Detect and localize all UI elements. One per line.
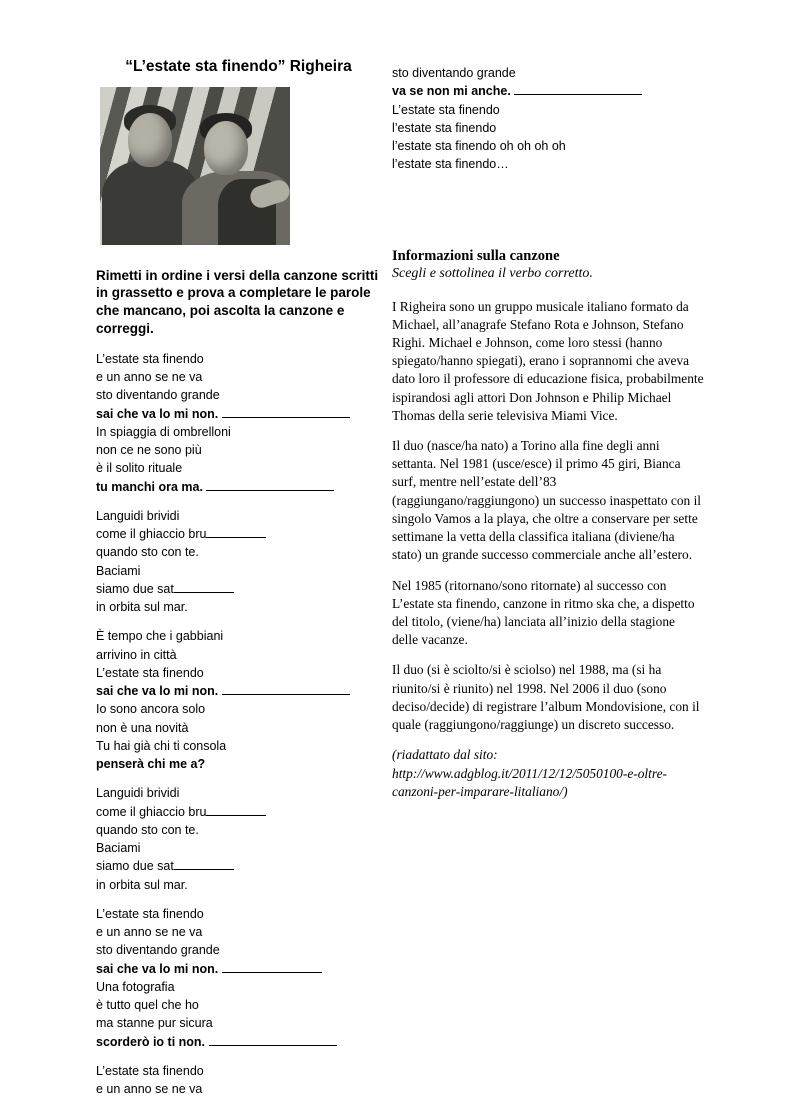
lyrics-line-text: siamo due sat	[96, 581, 174, 596]
lyrics-line-bold: sai che va lo mi non.	[96, 406, 219, 421]
lyrics-line-text: come il ghiaccio bru	[96, 527, 207, 542]
lyrics-line: L’estate sta finendo	[96, 665, 204, 680]
info-section-subheading: Scegli e sottolinea il verbo corretto.	[392, 265, 593, 281]
left-column	[96, 58, 381, 1109]
lyrics-line: l’estate sta finendo	[392, 120, 497, 135]
info-paragraph: Il duo (nasce/ha nato) a Torino alla fine degli anni settanta. Nel 1981 (usce/esce) il primo 45 giri, Bianca surf, mentre nell’estate dell’83 (raggiungano/raggiungono) un successo inaspettato con il singolo Vamos a la playa, che oltre a conservare per sette settimane la vetta della classifica italiana (diviene/ha stato) un grande successo commerciale anche all’estero.	[392, 438, 702, 563]
answer-blank[interactable]	[206, 537, 266, 538]
lyrics-line: Languidi brividi	[96, 508, 180, 523]
lyrics-line: e un anno se ne va	[96, 370, 203, 385]
lyrics-line: quando sto con te.	[96, 822, 199, 837]
lyrics-line: l’estate sta finendo…	[392, 157, 509, 172]
info-section-body	[392, 298, 704, 801]
lyrics-line: Una fotografia	[96, 979, 175, 994]
info-section-heading: Informazioni sulla canzone	[392, 247, 560, 264]
info-paragraph: I Righeira sono un gruppo musicale italiano formato da Michael, all’anagrafe Stefano Rota e Johnson, Stefano Righi. Michael e Johnson, come loro stessi (hanno spiegato/hanno spiegati), erano i soprannomi che aveva dato loro il professore di educazione fisica, probabilmente ispirandosi agli attori Don Johnson e Philip Michael Thomas della serie televisiva Miami Vice.	[392, 298, 704, 423]
lyrics-line: Io sono ancora solo	[96, 702, 206, 717]
lyrics-line: in orbita sul mar.	[96, 877, 188, 892]
lyrics-line: Baciami	[96, 563, 141, 578]
answer-blank[interactable]	[174, 592, 234, 593]
info-paragraph: Nel 1985 (ritornano/sono ritornate) al successo con L’estate sta finendo, canzone in ritmo ska che, a dispetto del titolo, (viene/ha) lanciata all’inizio della stagione delle vacanze.	[392, 577, 695, 648]
lyrics-line: L’estate sta finendo	[96, 906, 204, 921]
page-title: “L’estate sta finendo” Righeira	[125, 58, 352, 75]
lyrics-stanza	[96, 1062, 381, 1099]
lyrics-line-text: come il ghiaccio bru	[96, 804, 207, 819]
lyrics-line: in orbita sul mar.	[96, 600, 188, 615]
photo-figure-right-head	[204, 121, 248, 175]
lyrics-line: Tu hai già chi ti consola	[96, 738, 227, 753]
lyrics-line	[96, 960, 381, 978]
source-credit: (riadattato dal sito: http://www.adgblog.it/2011/12/12/5050100-e-oltre-canzoni-per-imparare-litaliano/)	[392, 747, 667, 799]
lyrics-line: ma stanne pur sicura	[96, 1016, 213, 1031]
exercise-instruction: Rimetti in ordine i versi della canzone scritti in grassetto e prova a completare le parole che mancano, poi ascolta la canzone e correggi.	[96, 267, 379, 337]
lyrics-line: quando sto con te.	[96, 545, 199, 560]
answer-blank[interactable]	[514, 94, 642, 95]
lyrics-line: e un anno se ne va	[96, 925, 203, 940]
answer-blank[interactable]	[174, 869, 234, 870]
lyrics-line: e un anno se ne va	[96, 1082, 203, 1097]
answer-blank[interactable]	[222, 694, 350, 695]
answer-blank[interactable]	[209, 1045, 337, 1046]
lyrics-line: sto diventando grande	[96, 388, 220, 403]
lyrics-line	[96, 803, 381, 821]
lyrics-line-bold: va se non mi anche.	[392, 84, 511, 99]
lyrics-line-bold: tu manchi ora ma.	[96, 479, 203, 494]
lyrics-line-bold: sai che va lo mi non.	[96, 684, 219, 699]
answer-blank[interactable]	[222, 972, 322, 973]
lyrics-line: è il solito rituale	[96, 461, 183, 476]
lyrics-line	[96, 857, 381, 875]
lyrics-line	[96, 405, 381, 423]
lyrics-line: L’estate sta finendo	[96, 351, 204, 366]
answer-blank[interactable]	[206, 490, 334, 491]
lyrics-line	[96, 682, 381, 700]
info-paragraph: Il duo (si è sciolto/si è sciolso) nel 1988, ma (si ha riunito/si è riunito) nel 1998. Nel 2006 il duo (sono deciso/decide) di registrare l’album Mondovisione, con il quale (raggiungono/raggiunge) un discreto successo.	[392, 662, 700, 733]
lyrics-line: l’estate sta finendo oh oh oh oh	[392, 139, 566, 153]
answer-blank[interactable]	[206, 815, 266, 816]
lyrics-line	[96, 525, 381, 543]
photo-figure-left-head	[128, 113, 172, 167]
lyrics-line: L’estate sta finendo	[96, 1063, 204, 1078]
lyrics-line: È tempo che i gabbiani	[96, 629, 224, 644]
righeira-photo	[100, 87, 290, 245]
lyrics-line-text: siamo due sat	[96, 859, 174, 874]
lyrics-line-bold: penserà chi me a?	[96, 757, 206, 772]
lyrics-line: è tutto quel che ho	[96, 998, 199, 1013]
lyrics-line: L’estate sta finendo	[392, 102, 500, 117]
lyrics-line	[392, 82, 704, 100]
lyrics-line-bold: scorderò io ti non.	[96, 1034, 206, 1049]
lyrics-line: sto diventando grande	[392, 66, 516, 80]
lyrics-stanza	[96, 627, 381, 773]
lyrics-line: Baciami	[96, 841, 141, 856]
lyrics-stanza	[96, 507, 381, 617]
lyrics-line	[96, 1033, 381, 1051]
lyrics-line: non ce ne sono più	[96, 443, 202, 458]
lyrics-line-bold: sai che va lo mi non.	[96, 961, 219, 976]
lyrics-line: sto diventando grande	[96, 943, 220, 958]
lyrics-line: arrivino in città	[96, 647, 177, 662]
answer-blank[interactable]	[222, 417, 350, 418]
lyrics-line	[96, 478, 381, 496]
lyrics-stanza	[96, 784, 381, 894]
right-column	[392, 64, 704, 813]
lyrics-line: non è una novità	[96, 720, 189, 735]
lyrics-line	[96, 580, 381, 598]
lyrics-left	[96, 350, 381, 1099]
lyrics-line: Languidi brividi	[96, 786, 180, 801]
lyrics-line	[96, 755, 381, 773]
lyrics-right	[392, 64, 704, 174]
lyrics-stanza	[96, 350, 381, 496]
lyrics-line: In spiaggia di ombrelloni	[96, 424, 231, 439]
lyrics-stanza	[96, 905, 381, 1051]
